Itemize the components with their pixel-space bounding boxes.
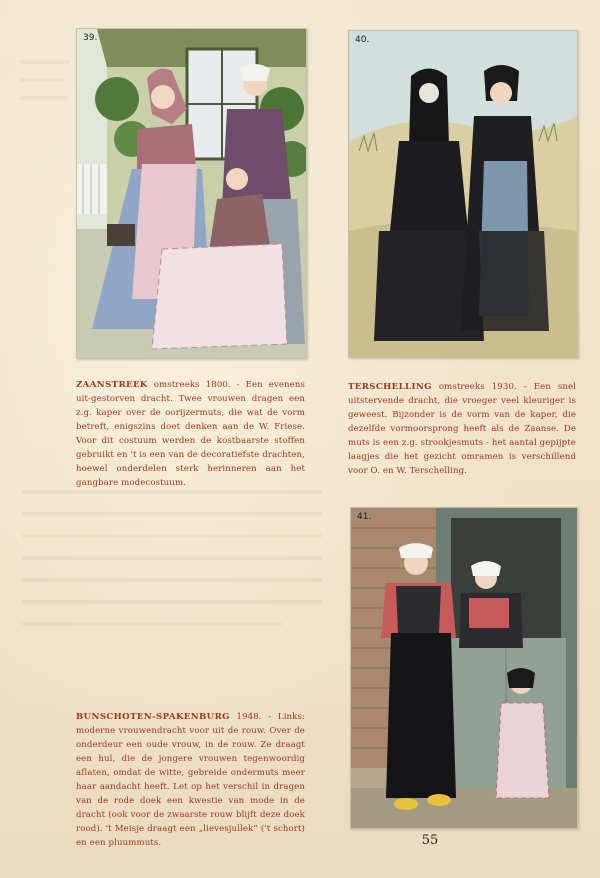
- spakenburg-illustration: [351, 508, 577, 828]
- caption-heading: ZAANSTREEK: [76, 380, 148, 390]
- card-number: 39.: [83, 33, 98, 43]
- show-through-line: [20, 78, 65, 82]
- caption-spakenburg: [76, 710, 305, 850]
- show-through-line: [22, 600, 322, 604]
- caption-heading: BUNSCHOTEN-SPAKENBURG: [76, 712, 230, 722]
- illustration-card-zaanstreek: [76, 28, 307, 359]
- page-number: 55: [421, 833, 439, 848]
- caption-terschelling: [348, 380, 576, 478]
- show-through-line: [20, 96, 68, 100]
- terschelling-illustration: [349, 31, 577, 357]
- show-through-line: [22, 490, 322, 494]
- caption-body: 1948. - Links: moderne vrouwendracht voor uit de rouw. Over de onderdeur een oude vrouw, in de rouw. Ze draagt een hul, die de jongere vrouwen tegenwoordig aflaten, omdat de witte, gebreide ondermuts meer haar aandacht heeft. Let op het verschil in dragen van de rode doek een kwestie van mode in de dracht (ook voor de zwaarste rouw blijft deze doek rood). 't Meisje draagt een „lievesjullek” ('t schort) en een pluummuts.: [76, 712, 305, 848]
- show-through-line: [22, 512, 322, 516]
- card-number: 41.: [357, 512, 372, 522]
- show-through-line: [20, 60, 70, 64]
- show-through-line: [22, 556, 322, 560]
- card-number: 40.: [355, 35, 370, 45]
- caption-zaanstreek: [76, 378, 305, 490]
- show-through-line: [22, 578, 322, 582]
- illustration-card-terschelling: [348, 30, 578, 358]
- illustration-card-spakenburg: [350, 507, 578, 829]
- zaanstreek-illustration: [77, 29, 306, 358]
- caption-body: omstreeks 1930. - Een snel uitstervende dracht, die vroeger veel kleuriger is geweest. Bijzonder is de vorm van de kaper, die dezelfde vormoorsprong heeft als de Zaanse. De muts is een z.g. strookjesmuts - het aantal gepijpte laagjes die het gezicht omramen is verschillend voor O. en W. Terschelling.: [348, 382, 576, 476]
- show-through-line: [22, 622, 282, 626]
- caption-heading: TERSCHELLING: [348, 382, 432, 392]
- show-through-line: [22, 534, 322, 538]
- caption-body: omstreeks 1800. - Een evenens uit-gestorven dracht. Twee vrouwen dragen een z.g. kaper over de oorijzermuts, die wat de vorm betreft, enigszins doet denken aan de W. Friese. Voor dit costuum werden de kostbaarste stoffen gebruikt en 't is een van de decoratiefste drachten, hoewel onderdelen sterk herinneren aan het gangbare modecostuum.: [76, 380, 305, 488]
